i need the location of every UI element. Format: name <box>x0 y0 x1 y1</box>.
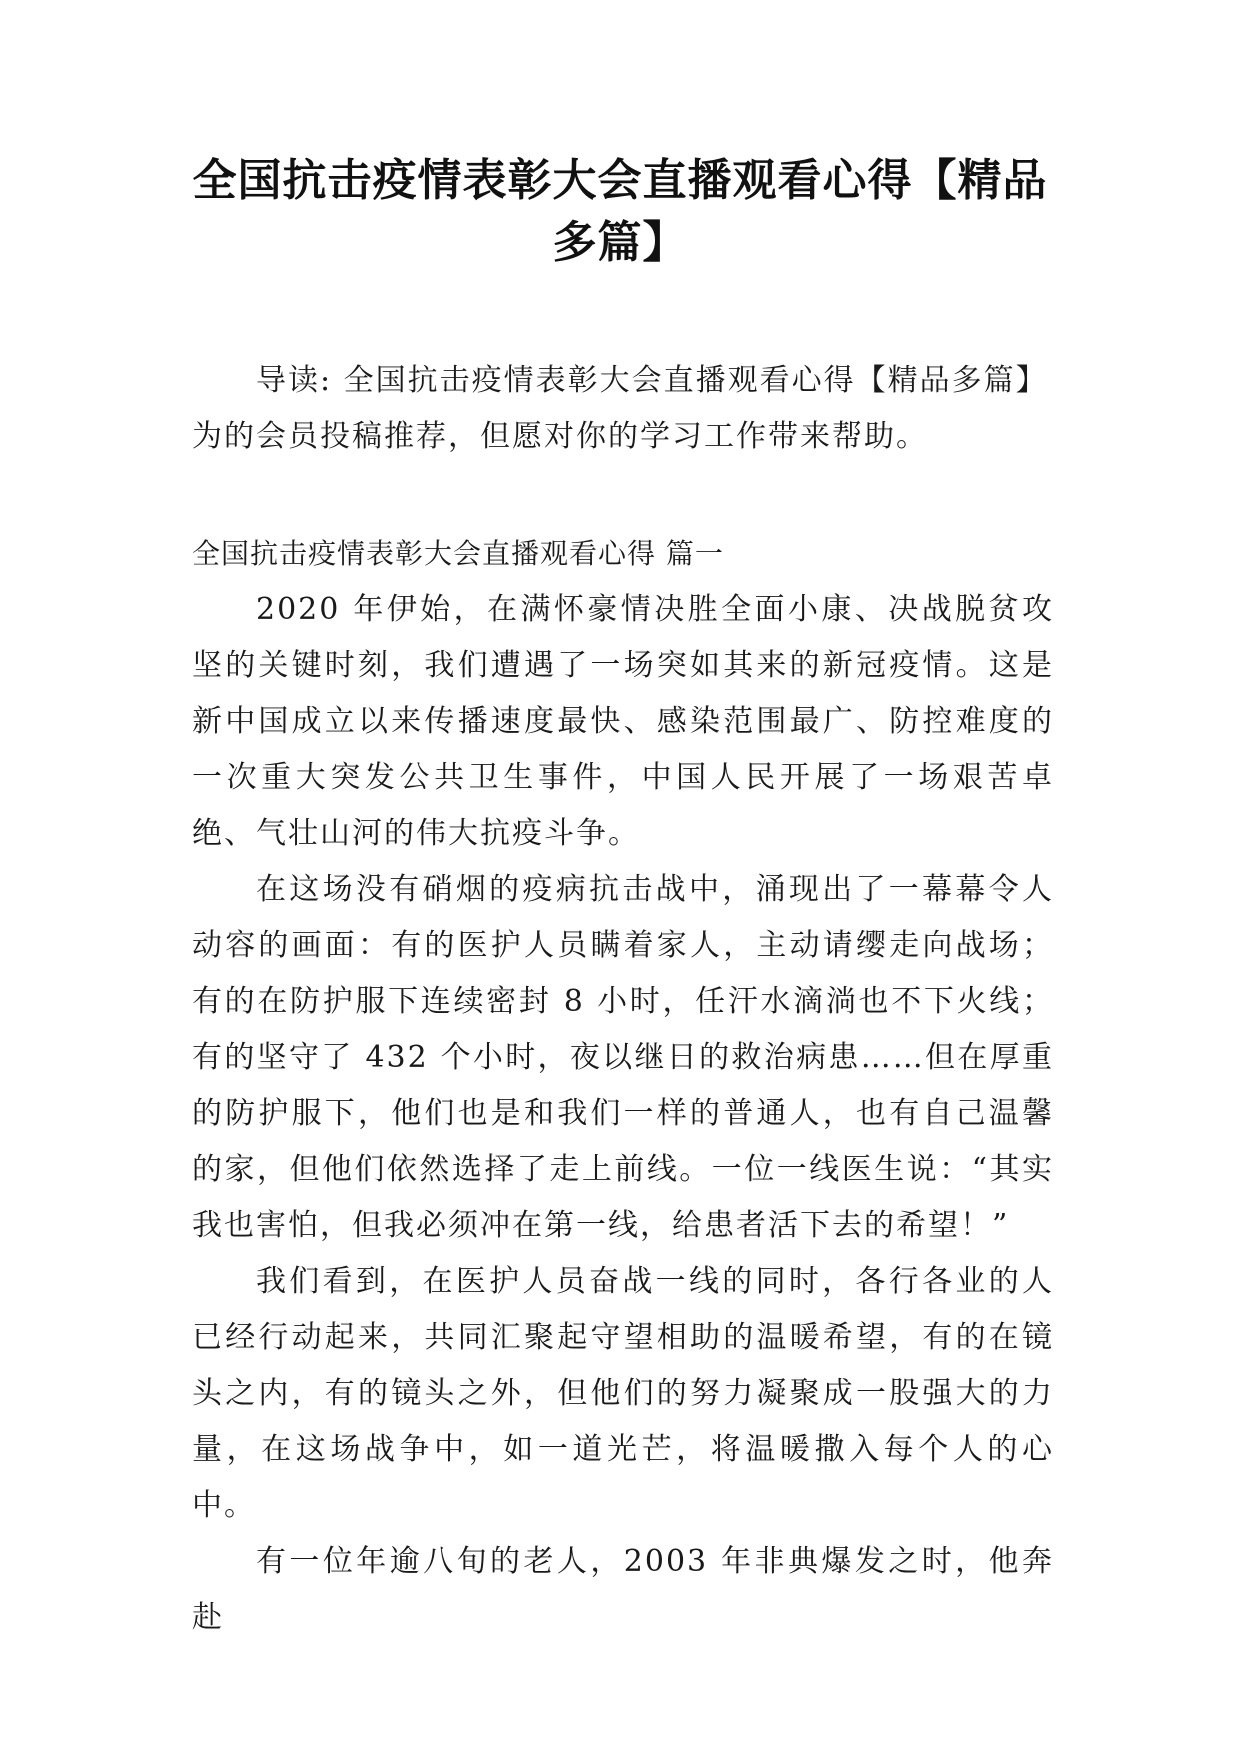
paragraph-2: 在这场没有硝烟的疫病抗击战中，涌现出了一幕幕令人动容的画面：有的医护人员瞒着家人，主动请缨走向战场；有的在防护服下连续密封 8 小时，任汗水滴淌也不下火线；有的坚守了 432 个小时，夜以继日的救治病患……但在厚重的防护服下，他们也是和我们一样的普通人，也有自己温馨的家，但他们依然选择了走上前线。一位一线医生说：“其实我也害怕，但我必须冲在第一线，给患者活下去的希望！” <box>192 872 1054 1243</box>
paragraph-3: 我们看到，在医护人员奋战一线的同时，各行各业的人已经行动起来，共同汇聚起守望相助的温暖希望，有的在镜头之内，有的镜头之外，但他们的努力凝聚成一股强大的力量，在这场战争中，如一道光芒，将温暖撒入每个人的心中。 <box>192 1264 1054 1523</box>
intro-paragraph: 导读: 全国抗击疫情表彰大会直播观看心得【精品多篇】为的会员投稿推荐，但愿对你的学习工作带来帮助。 <box>192 363 1048 454</box>
title-line-1: 全国抗击疫情表彰大会直播观看心得【精品 <box>192 155 1048 206</box>
paragraph-1: 2020 年伊始，在满怀豪情决胜全面小康、决战脱贫攻坚的关键时刻，我们遭遇了一场突如其来的新冠疫情。这是新中国成立以来传播速度最快、感染范围最广、防控难度的一次重大突发公共卫生事件，中国人民开展了一场艰苦卓绝、气壮山河的伟大抗疫斗争。 <box>192 592 1054 851</box>
body-paragraphs <box>192 582 1054 1646</box>
paragraph-4: 有一位年逾八旬的老人，2003 年非典爆发之时，他奔赴 <box>192 1544 1054 1635</box>
section-heading: 全国抗击疫情表彰大会直播观看心得 篇一 <box>192 537 724 570</box>
title-line-2: 多篇】 <box>552 217 688 268</box>
document-title <box>180 150 1060 274</box>
